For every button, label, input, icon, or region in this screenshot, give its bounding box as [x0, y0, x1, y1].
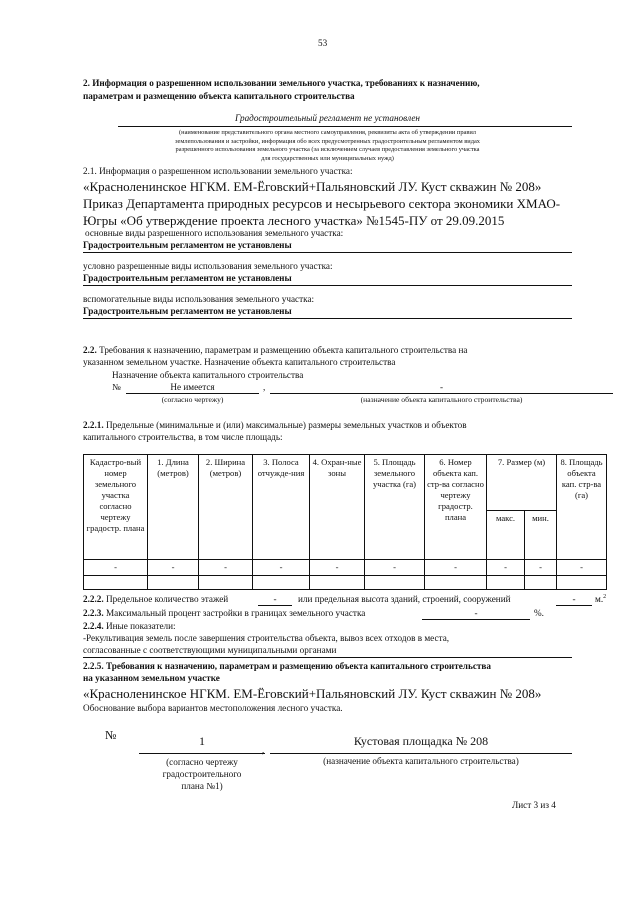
coverage-value: -: [474, 608, 478, 618]
page-number: 53: [318, 38, 328, 48]
object-number: Не имеется: [170, 382, 215, 392]
table-empty-row: [84, 576, 607, 590]
table-cell: -: [310, 560, 365, 576]
s223-label: 2.2.3.: [83, 608, 104, 618]
header-object-area: 8. Площадь объекта кап. стр-ва (га): [557, 455, 607, 560]
purpose-label: Назначение объекта капитального строительства: [112, 370, 304, 380]
floors-line: [258, 605, 292, 606]
header-length: 1. Длина (метров): [148, 455, 199, 560]
auxiliary-uses-line: [83, 318, 572, 319]
number-sign: №: [112, 382, 121, 392]
s225-object-purpose: Кустовая площадка № 208: [353, 734, 489, 748]
table-cell: -: [557, 560, 607, 576]
conditional-uses-value: Градостроительным регламентом не установлены: [83, 273, 292, 283]
note-line: разрешенного использования земельного участка (за исключением случаев предоставления земельного участка: [175, 146, 480, 153]
s223-text: Максимальный процент застройки в границах земельного участка: [105, 608, 366, 618]
header-plot-area: 5. Площадь земельного участка (га): [365, 455, 425, 560]
s224-line2: согласованные с соответствующими муниципальными органами: [83, 645, 337, 655]
subheader-max: макс.: [487, 510, 525, 559]
parameters-table: [83, 454, 607, 590]
s224-text: Иные показатели:: [105, 621, 176, 631]
s225-number-sign: №: [105, 728, 117, 742]
header-object-number: 6. Номер объекта кап. стр-ва согласно чертежу градостр. плана: [425, 455, 487, 560]
s225-object-number: 1: [199, 734, 205, 748]
table-cell: -: [425, 560, 487, 576]
caption-purpose: (назначение объекта капитального строительства): [360, 395, 523, 404]
height-unit: [595, 594, 606, 604]
s225-object-name: «Красноленинское НГКМ. ЕМ-Ёговский+Пальяновский ЛУ. Куст скважин № 208»: [83, 686, 542, 701]
caption-line: (согласно чертежу: [166, 757, 238, 767]
s22-paragraph: [83, 345, 468, 355]
auxiliary-uses-label: вспомогательные виды использования земельного участка:: [83, 294, 315, 304]
table-header-row: [84, 455, 607, 511]
table-cell: -: [148, 560, 199, 576]
rationale-text: Обоснование выбора вариантов местоположения лесного участка.: [83, 703, 343, 713]
note-line: (наименование представительного органа местного самоуправления, реквизиты акта об утверждении правил: [179, 129, 476, 136]
caption-line: градостроительного: [162, 769, 242, 779]
object-name: «Красноленинское НГКМ. ЕМ-Ёговский+Пальяновский ЛУ. Куст скважин № 208»: [83, 179, 542, 194]
s225-heading-line2: на указанном земельном участке: [83, 673, 220, 683]
header-width: 2. Ширина (метров): [199, 455, 253, 560]
s22-text: Требования к назначению, параметрам и размещению объекта капитального строительства на: [99, 345, 468, 355]
table-cell: -: [487, 560, 525, 576]
s222-text-a: Предельное количество этажей: [105, 594, 229, 604]
sheet-counter: Лист 3 из 4: [512, 800, 556, 810]
coverage-line: [422, 619, 530, 620]
s225-comma: ,: [262, 745, 265, 755]
object-purpose-line: [270, 393, 613, 394]
table-row: [84, 560, 607, 576]
conditional-uses-label: условно разрешенные виды использования земельного участка:: [83, 261, 333, 271]
s224-line1: -Рекультивация земель после завершения строительства объекта, вывоз всех отходов в места,: [83, 633, 450, 643]
order-line1: Приказ Департамента природных ресурсов и несырьевого сектора экономики ХМАО-: [83, 196, 561, 211]
height-value: -: [572, 594, 576, 604]
s22-label: 2.2.: [83, 345, 97, 355]
auxiliary-uses-value: Градостроительным регламентом не установлены: [83, 306, 292, 316]
table-cell: -: [253, 560, 310, 576]
table-cell: -: [84, 560, 148, 576]
s222-paragraph: [83, 594, 228, 604]
header-protection-zones: 4. Охран-ные зоны: [310, 455, 365, 560]
note-line: для государственных или муниципальных нужд): [261, 154, 394, 162]
floors-value: -: [273, 594, 277, 604]
s225-caption-purpose: (назначение объекта капитального строительства): [323, 756, 519, 766]
s21-label: 2.1. Информация о разрешенном использовании земельного участка:: [83, 166, 353, 176]
caption-line: плана №1): [181, 781, 223, 791]
s225-number-line: [139, 753, 265, 754]
regulation-note: [83, 129, 572, 163]
subheader-min: мин.: [525, 510, 557, 559]
s225-caption-drawing: [139, 756, 265, 792]
s224-paragraph: [83, 621, 176, 631]
s221-label: 2.2.1.: [83, 420, 104, 430]
comma: ,: [263, 382, 266, 392]
table-cell: -: [525, 560, 557, 576]
s221-text-line2: капитального строительства, в том числе площадь:: [83, 432, 283, 442]
conditional-uses-line: [83, 285, 572, 286]
main-uses-line: [83, 252, 572, 253]
note-line: землепользования и застройки, информация обо всех предусмотренных градостроительным регламентом видах: [175, 137, 480, 145]
object-number-line: [126, 393, 259, 394]
main-uses-value: Градостроительным регламентом не установлены: [83, 240, 292, 250]
caption-drawing: (согласно чертежу): [161, 395, 224, 404]
coverage-unit: %.: [534, 608, 544, 618]
s224-underline: [83, 657, 572, 658]
height-line: [556, 605, 592, 606]
regulation-title: Градостроительный регламент не установлен: [235, 113, 420, 123]
s221-paragraph: [83, 420, 467, 430]
height-unit-text: м.: [595, 594, 604, 605]
height-unit-sup: 2: [603, 594, 607, 600]
order-line2: Югры «Об утверждение проекта лесного участка» №1545-ПУ от 29.09.2015: [83, 213, 505, 228]
s224-label: 2.2.4.: [83, 621, 104, 631]
s222-text-b: или предельная высота зданий, строений, сооружений: [298, 594, 511, 604]
s223-paragraph: [83, 608, 365, 618]
section-heading-line2: параметрам и размещению объекта капитального строительства: [83, 91, 355, 101]
header-size: 7. Размер (м): [487, 455, 557, 511]
header-cadastral: Кадастро-вый номер земельного участка согласно чертежу градостр. плана: [84, 455, 148, 560]
regulation-underline: [118, 126, 572, 127]
section-heading: 2. Информация о разрешенном использовании земельного участка, требованиях к назначению,: [83, 78, 480, 88]
s22-text-line2: указанном земельном участке. Назначение объекта капитального строительства: [83, 357, 396, 367]
s225-heading: 2.2.5. Требования к назначению, параметрам и размещению объекта капитального строительства: [83, 661, 491, 671]
s221-text: Предельные (минимальные и (или) максимальные) размеры земельных участков и объектов: [105, 420, 467, 430]
s225-purpose-line: [270, 753, 572, 754]
s222-label: 2.2.2.: [83, 594, 104, 604]
header-strip: 3. Полоса отчужде-ния: [253, 455, 310, 560]
table-cell: -: [365, 560, 425, 576]
table-cell: -: [199, 560, 253, 576]
object-purpose: -: [439, 382, 444, 392]
main-uses-label: основные виды разрешенного использования земельного участка:: [85, 228, 344, 238]
